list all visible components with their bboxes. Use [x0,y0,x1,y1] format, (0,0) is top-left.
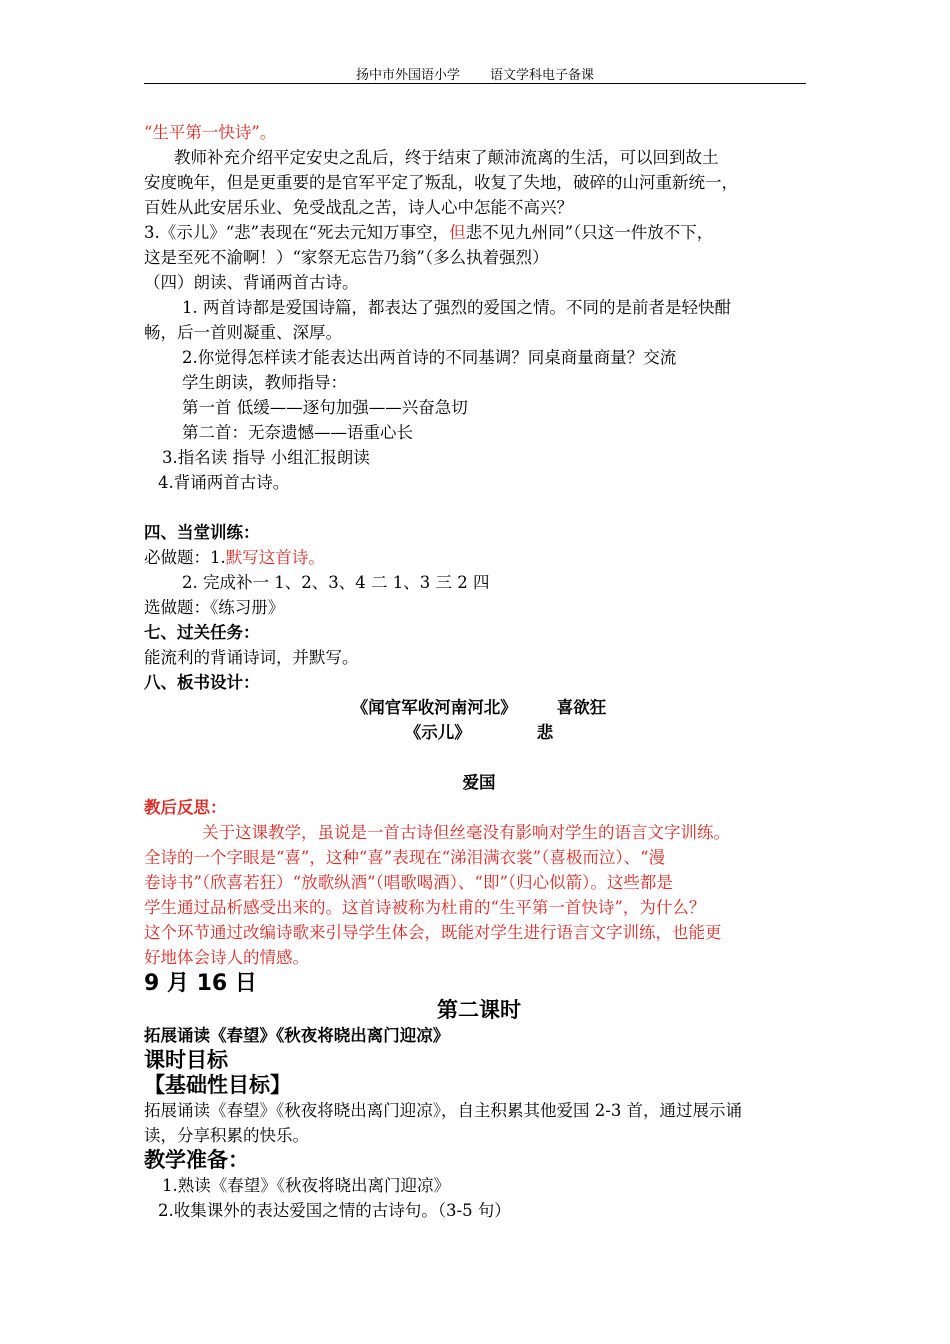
lesson-heading: 第二课时 [437,998,521,1022]
text-line: 第一首 低缓——逐句加强——兴奋急切 [182,398,468,417]
text-line: 安度晚年，但是更重要的是官军平定了叛乱，收复了失地，破碎的山河重新统一， [144,173,738,192]
section-heading: 课时目标 [144,1048,228,1072]
text-line: “生平第一快诗”。 [144,123,277,142]
board-theme: 爱国 [462,773,496,792]
text-segment: 必做题：1. [144,548,226,567]
text-line: 2. 完成补一 1、2、3、4 二 1、3 三 2 四 [182,573,490,592]
board-line [144,720,814,745]
section-heading: 七、过关任务： [144,623,260,642]
text-line: 3.指名读 指导 小组汇报朗读 [162,448,370,467]
document-body [144,120,814,1223]
date-heading: 9 月 16 日 [144,971,257,996]
text-line: 读，分享积累的快乐。 [144,1126,309,1145]
text-line: 这是至死不渝啊！）“家祭无忘告乃翁”（多么执着强烈） [144,248,549,267]
blank-line [144,745,814,770]
board-line [144,695,814,720]
board-title: 《闻官军收河南河北》 [351,698,517,717]
header-school: 扬中市外国语小学 [355,68,460,83]
page-header [144,64,806,83]
text-line: 选做题：《练习册》 [144,598,285,617]
blank-line [144,495,814,520]
text-line: 2.收集课外的表达爱国之情的古诗句。（3-5 句） [158,1201,511,1220]
text-line: 畅，后一首则凝重、深厚。 [144,323,342,342]
section-heading: 【基础性目标】 [144,1073,291,1097]
text-line: 拓展诵读《春望》《秋夜将晓出离门迎凉》，自主积累其他爱国 2-3 首，通过展示诵 [144,1101,743,1120]
section-heading: 八、板书设计： [144,673,260,692]
board-keyword: 悲 [536,723,554,742]
text-line [144,220,814,245]
board-keyword: 喜欲狂 [556,698,607,717]
text-line: （四）朗读、背诵两首古诗。 [144,273,359,292]
text-line: 卷诗书”（欣喜若狂）“放歌纵酒”（唱歌喝酒）、“即”（归心似箭）。这些都是 [144,873,673,892]
text-line: 这个环节通过改编诗歌来引导学生体会，既能对学生进行语言文字训练，也能更 [144,923,722,942]
text-line: 第二首：无奈遗憾——语重心长 [182,423,413,442]
header-rule [144,83,806,84]
text-segment: 3.《示儿》“悲”表现在“死去元知万事空， [144,223,450,242]
text-line: 学生朗读，教师指导： [182,373,347,392]
section-heading: 四、当堂训练： [144,523,260,542]
section-heading: 拓展诵读《春望》《秋夜将晓出离门迎凉》 [144,1026,450,1045]
text-line: 1. 两首诗都是爱国诗篇，都表达了强烈的爱国之情。不同的是前者是轻快酣 [182,298,731,317]
text-line: 百姓从此安居乐业、免受战乱之苦，诗人心中怎能不高兴？ [144,198,573,217]
header-subject: 语文学科电子备课 [490,68,595,83]
text-line: 好地体会诗人的情感。 [144,948,309,967]
text-segment: 悲不见九州同”（只这一件放不下， [465,223,714,242]
highlight-text: 但 [449,223,466,242]
text-line: 全诗的一个字眼是“喜”，这种“喜”表现在“涕泪满衣裳”（喜极而泣）、“漫 [144,848,666,867]
text-line: 1.熟读《春望》《秋夜将晓出离门迎凉》 [162,1176,450,1195]
highlight-text: 默写这首诗。 [225,548,325,567]
text-line: 学生通过品析感受出来的。这首诗被称为杜甫的“生平第一首快诗”，为什么？ [144,898,706,917]
text-line: 能流利的背诵诗词，并默写。 [144,648,359,667]
board-title: 《示儿》 [404,723,471,742]
section-heading: 教学准备： [144,1148,249,1172]
text-line: 关于这课教学，虽说是一首古诗但丝毫没有影响对学生的语言文字训练。 [202,823,730,842]
text-line [144,545,814,570]
section-heading: 教后反思： [144,798,227,817]
text-line: 4.背诵两首古诗。 [158,473,290,492]
text-line: 2.你觉得怎样读才能表达出两首诗的不同基调？同桌商量商量？交流 [182,348,677,367]
text-line: 教师补充介绍平定安史之乱后，终于结束了颠沛流离的生活，可以回到故土 [174,148,719,167]
